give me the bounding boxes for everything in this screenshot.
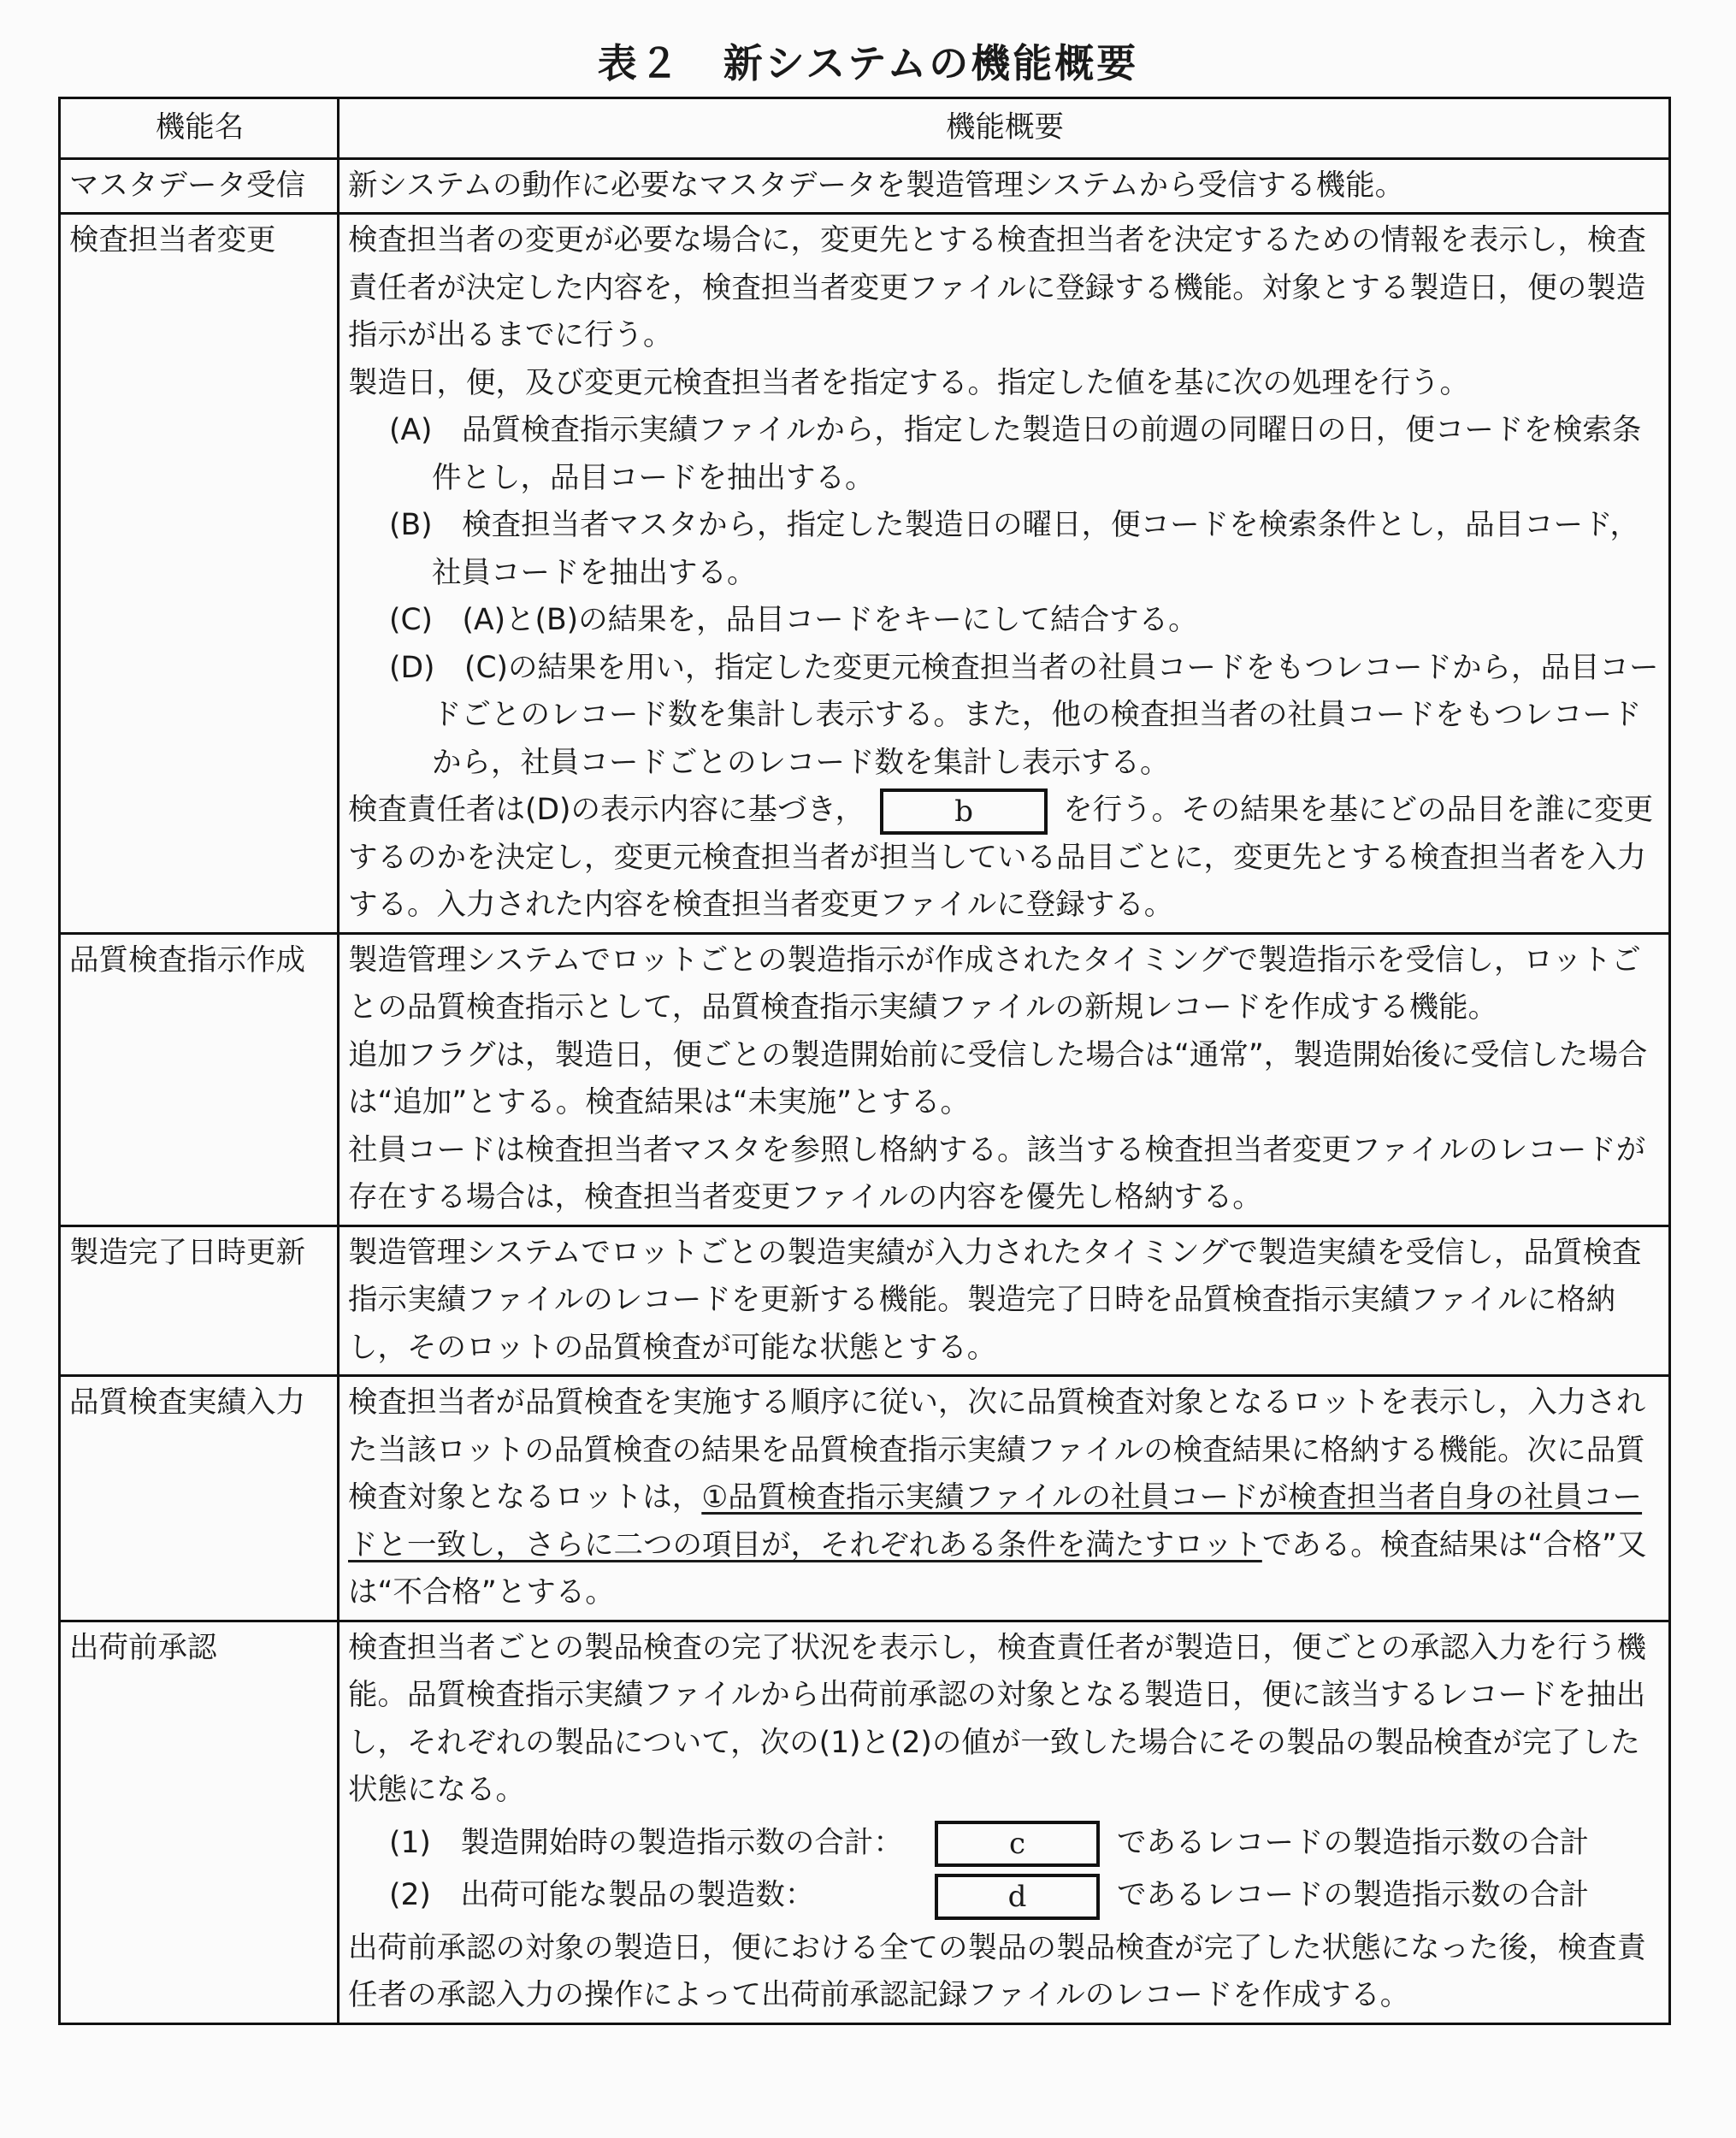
table-row-master bbox=[60, 158, 1670, 214]
summary-text-part: を行う。その結果を基にどの品目を誰に変更するのかを決定し，変更元検査担当者が担当している品目ごとに，変更先とする検査担当者を入力する。入力された内容を検査担当者変更ファイルに登録する。 bbox=[348, 793, 1654, 922]
summary-text bbox=[348, 787, 1662, 930]
function-name: マスタデータ受信 bbox=[60, 158, 339, 214]
function-summary bbox=[339, 1376, 1670, 1621]
summary-text: 新システムの動作に必要なマスタデータを製造管理システムから受信する機能。 bbox=[348, 168, 1405, 203]
process-step-d: (D) (C)の結果を用い，指定した変更元検査担当者の社員コードをもつレコードから，品目コードごとのレコード数を集計し表示する。また，他の検査担当者の社員コードをもつレコードから，社員コードごとのレコード数を集計し表示する。 bbox=[389, 650, 1659, 780]
function-summary bbox=[339, 933, 1670, 1226]
function-name: 出荷前承認 bbox=[60, 1621, 339, 2023]
condition-line-1 bbox=[348, 1820, 1662, 1868]
summary-text-part: 検査責任者は(D)の表示内容に基づき， bbox=[348, 793, 865, 827]
condition-rest: であるレコードの製造指示数の合計 bbox=[1117, 1825, 1589, 1860]
table-row-shipping bbox=[60, 1621, 1670, 2023]
process-step-b: (B) 検査担当者マスタから，指定した製造日の曜日，便コードを検索条件とし，品目コード，社員コードを抽出する。 bbox=[389, 508, 1639, 590]
function-name: 製造完了日時更新 bbox=[60, 1226, 339, 1376]
blank-box-d: d bbox=[935, 1874, 1100, 1920]
condition-label: (2) 出荷可能な製品の製造数： bbox=[389, 1878, 815, 1912]
summary-text: 検査担当者の変更が必要な場合に，変更先とする検査担当者を決定するための情報を表示し，検査責任者が決定した内容を，検査担当者変更ファイルに登録する機能。対象とする製造日，便の製造指示が出るまでに行う。 bbox=[348, 223, 1646, 352]
condition-rest: であるレコードの製造指示数の合計 bbox=[1117, 1878, 1589, 1912]
table-title: 表２ 新システムの機能概要 bbox=[597, 40, 1139, 86]
function-name: 品質検査指示作成 bbox=[60, 933, 339, 1226]
summary-text: 検査担当者ごとの製品検査の完了状況を表示し，検査責任者が製造日，便ごとの承認入力を行う機能。品質検査指示実績ファイルから出荷前承認の対象となる製造日，便に該当するレコードを抽出し，それぞれの製品について，次の(1)と(2)の値が一致した場合にその製品の製品検査が完了した状態になる。 bbox=[348, 1630, 1646, 1807]
table-row-completion bbox=[60, 1226, 1670, 1376]
summary-text: 製造日，便，及び変更元検査担当者を指定する。指定した値を基に次の処理を行う。 bbox=[348, 365, 1469, 400]
summary-text bbox=[348, 1379, 1662, 1617]
condition-label: (1) 製造開始時の製造指示数の合計： bbox=[389, 1825, 903, 1860]
function-table bbox=[58, 97, 1671, 2025]
function-summary bbox=[339, 1621, 1670, 2023]
function-summary bbox=[339, 214, 1670, 934]
table-row-change bbox=[60, 214, 1670, 934]
header-function-name: 機能名 bbox=[60, 98, 339, 159]
header-function-summary: 機能概要 bbox=[339, 98, 1670, 159]
function-name: 品質検査実績入力 bbox=[60, 1376, 339, 1621]
summary-text: 社員コードは検査担当者マスタを参照し格納する。該当する検査担当者変更ファイルのレコードが存在する場合は，検査担当者変更ファイルの内容を優先し格納する。 bbox=[348, 1132, 1646, 1214]
condition-line-2 bbox=[348, 1872, 1662, 1920]
table-header-row bbox=[60, 98, 1670, 159]
function-summary bbox=[339, 1226, 1670, 1376]
summary-text: 出荷前承認の対象の製造日，便における全ての製品の製品検査が完了した状態になった後，検査責任者の承認入力の操作によって出荷前承認記録ファイルのレコードを作成する。 bbox=[348, 1930, 1646, 2012]
function-summary bbox=[339, 158, 1670, 214]
table-row-instruction bbox=[60, 933, 1670, 1226]
underlined-condition: ①品質検査指示実績ファイルの社員コードが検査担当者自身の社員コードと一致し，さらに二つの項目が，それぞれある条件を満たすロット bbox=[348, 1480, 1643, 1562]
summary-text-part: である。検査結果は“合格”又は“不合格”とする。 bbox=[348, 1527, 1647, 1609]
summary-text: 製造管理システムでロットごとの製造指示が作成されたタイミングで製造指示を受信し，ロットごとの品質検査指示として，品質検査指示実績ファイルの新規レコードを作成する機能。 bbox=[348, 942, 1641, 1025]
process-step-c: (C) (A)と(B)の結果を，品目コードをキーにして結合する。 bbox=[389, 603, 1198, 637]
function-name: 検査担当者変更 bbox=[60, 214, 339, 934]
blank-box-c: c bbox=[935, 1821, 1100, 1867]
summary-text-part: 検査担当者が品質検査を実施する順序に従い，次に品質検査対象となるロットを表示し，入力された当該ロットの品質検査の結果を品質検査指示実績ファイルの検査結果に格納する機能。次に品質検査対象となるロットは， bbox=[348, 1385, 1646, 1515]
process-step-a: (A) 品質検査指示実績ファイルから，指定した製造日の前週の同曜日の日，便コードを検索条件とし，品目コードを抽出する。 bbox=[389, 413, 1642, 495]
table-row-result bbox=[60, 1376, 1670, 1621]
blank-box-b: b bbox=[880, 788, 1048, 835]
summary-text: 追加フラグは，製造日，便ごとの製造開始前に受信した場合は“通常”，製造開始後に受信した場合は“追加”とする。検査結果は“未実施”とする。 bbox=[348, 1037, 1648, 1119]
summary-text: 製造管理システムでロットごとの製造実績が入力されたタイミングで製造実績を受信し，品質検査指示実績ファイルのレコードを更新する機能。製造完了日時を品質検査指示実績ファイルに格納し，そのロットの品質検査が可能な状態とする。 bbox=[348, 1235, 1642, 1365]
